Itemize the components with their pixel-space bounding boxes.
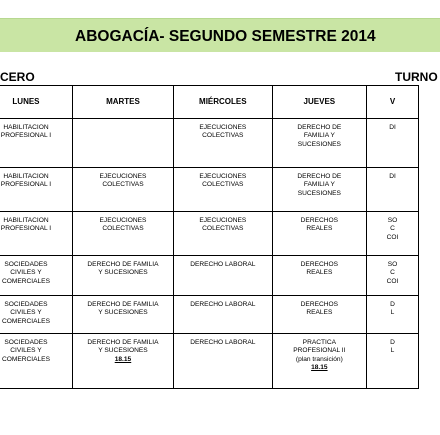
table-cell: DERECHO DE FAMILIA Y SUCESIONES <box>272 168 366 212</box>
section-label-right: TURNO <box>395 70 438 84</box>
table-cell: DERECHO DE FAMILIA Y SUCESIONES <box>72 256 173 296</box>
table-cell: SO C COI <box>367 212 419 256</box>
table-cell: EJECUCIONES COLECTIVAS <box>173 168 272 212</box>
table-cell: EJECUCIONES COLECTIVAS <box>72 212 173 256</box>
table-cell: DI <box>367 168 419 212</box>
table-cell: DERECHO LABORAL <box>173 334 272 389</box>
page-title: ABOGACÍA- SEGUNDO SEMESTRE 2014 <box>75 28 376 45</box>
header-row <box>0 86 419 119</box>
table-cell: SOCIEDADES CIVILES Y COMERCIALES <box>0 296 72 334</box>
table-cell: D L <box>367 334 419 389</box>
table-cell: HABILITACION PROFESIONAL I <box>0 212 72 256</box>
table-cell: HABILITACION PROFESIONAL I <box>0 119 72 168</box>
day-header: MIÉRCOLES <box>173 86 272 119</box>
schedule-table <box>0 85 419 389</box>
section-label-left: CERO <box>0 70 35 84</box>
table-row <box>0 256 419 296</box>
table-cell: EJECUCIONES COLECTIVAS <box>173 119 272 168</box>
table-row <box>0 296 419 334</box>
table-cell: DERECHOS REALES <box>272 256 366 296</box>
table-cell: DERECHO DE FAMILIA Y SUCESIONES <box>72 296 173 334</box>
table-cell: SOCIEDADES CIVILES Y COMERCIALES <box>0 256 72 296</box>
table-cell: D L <box>367 296 419 334</box>
table-cell: PRACTICA PROFESIONAL II (plan transición) 18.15 <box>272 334 366 389</box>
day-header: LUNES <box>0 86 72 119</box>
table-row <box>0 212 419 256</box>
table-cell: DERECHO DE FAMILIA Y SUCESIONES <box>272 119 366 168</box>
time-label: 18.15 <box>114 355 132 363</box>
table-cell: EJECUCIONES COLECTIVAS <box>72 168 173 212</box>
table-cell: DI <box>367 119 419 168</box>
table-cell: DERECHO LABORAL <box>173 256 272 296</box>
day-header: JUEVES <box>272 86 366 119</box>
table-row <box>0 119 419 168</box>
table-cell: HABILITACION PROFESIONAL I <box>0 168 72 212</box>
day-header: MARTES <box>72 86 173 119</box>
table-cell: DERECHOS REALES <box>272 212 366 256</box>
table-cell: EJECUCIONES COLECTIVAS <box>173 212 272 256</box>
table-row <box>0 168 419 212</box>
day-header: V <box>367 86 419 119</box>
table-cell <box>72 119 173 168</box>
table-cell: SOCIEDADES CIVILES Y COMERCIALES <box>0 334 72 389</box>
time-label: 18.15 <box>311 364 328 372</box>
table-cell: DERECHOS REALES <box>272 296 366 334</box>
table-cell: DERECHO DE FAMILIA Y SUCESIONES 18.15 <box>72 334 173 389</box>
table-row <box>0 334 419 389</box>
table-cell: DERECHO LABORAL <box>173 296 272 334</box>
table-cell: SO C COI <box>367 256 419 296</box>
